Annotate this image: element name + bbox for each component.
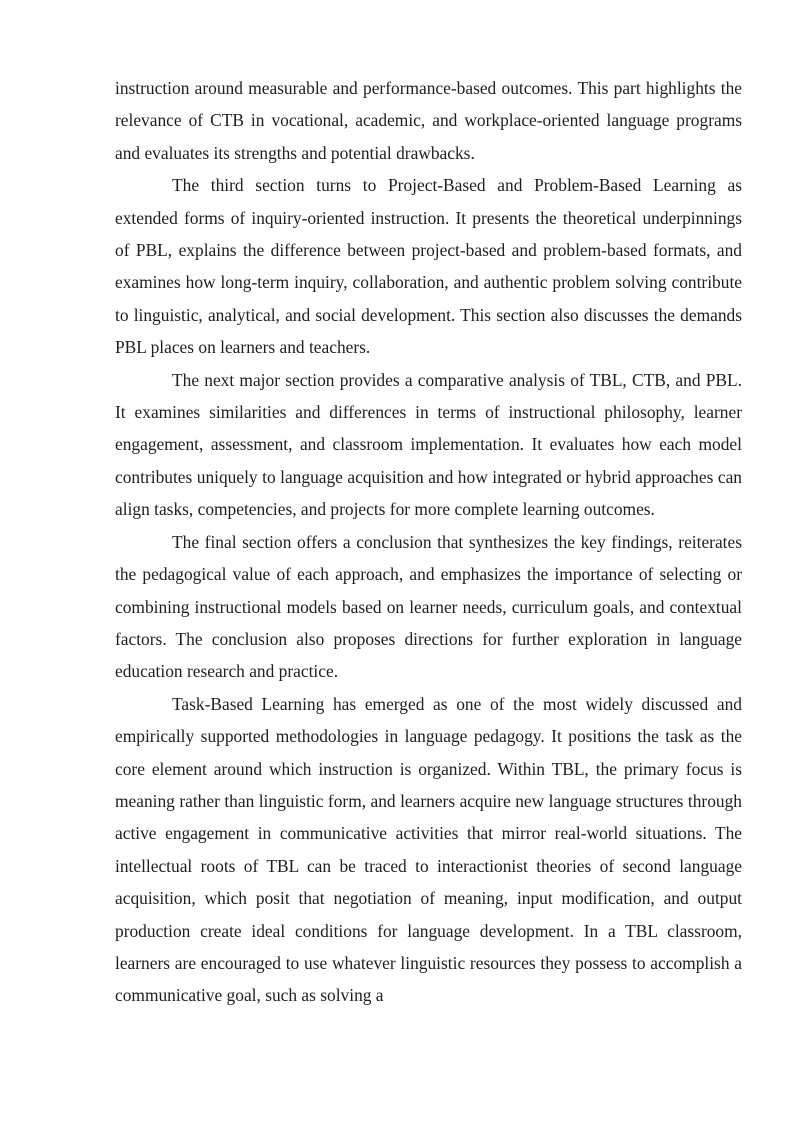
- paragraph-4: The final section offers a conclusion that synthesizes the key findings, reiterates the pedagogical value of each approach, and emphasizes the importance of selecting or combining instructional models based on learner needs, curriculum goals, and contextual factors. The conclusion also proposes directions for further exploration in language education research and practice.: [115, 531, 742, 682]
- paragraph-1: instruction around measurable and performance-based outcomes. This part highlights the relevance of CTB in vocational, academic, and workplace-oriented language programs and evaluates its strengths and potential drawbacks.: [115, 78, 742, 163]
- paragraph-5: Task-Based Learning has emerged as one of the most widely discussed and empirically supported methodologies in language pedagogy. It positions the task as the core element around which instruction is organized. Within TBL, the primary focus is meaning rather than linguistic form, and learners acquire new language structures through active engagement in communicative activities that mirror real-world situations. The intellectual roots of TBL can be traced to interactionist theories of second language acquisition, which posit that negotiation of meaning, input modification, and output production create ideal conditions for language development. In a TBL classroom, learners are encouraged to use whatever linguistic resources they possess to accomplish a communicative goal, such as solving a: [115, 693, 742, 1006]
- paragraph-3: The next major section provides a comparative analysis of TBL, CTB, and PBL. It examines similarities and differences in terms of instructional philosophy, learner engagement, assessment, and classroom implementation. It evaluates how each model contributes uniquely to language acquisition and how integrated or hybrid approaches can align tasks, competencies, and projects for more complete learning outcomes.: [115, 369, 742, 520]
- paragraph-2: The third section turns to Project-Based and Problem-Based Learning as extended forms of inquiry-oriented instruction. It presents the theoretical underpinnings of PBL, explains the difference between project-based and problem-based formats, and examines how long-term inquiry, collaboration, and authentic problem solving contribute to linguistic, analytical, and social development. This section also discusses the demands PBL places on learners and teachers.: [115, 175, 742, 358]
- body-text: [115, 72, 742, 1012]
